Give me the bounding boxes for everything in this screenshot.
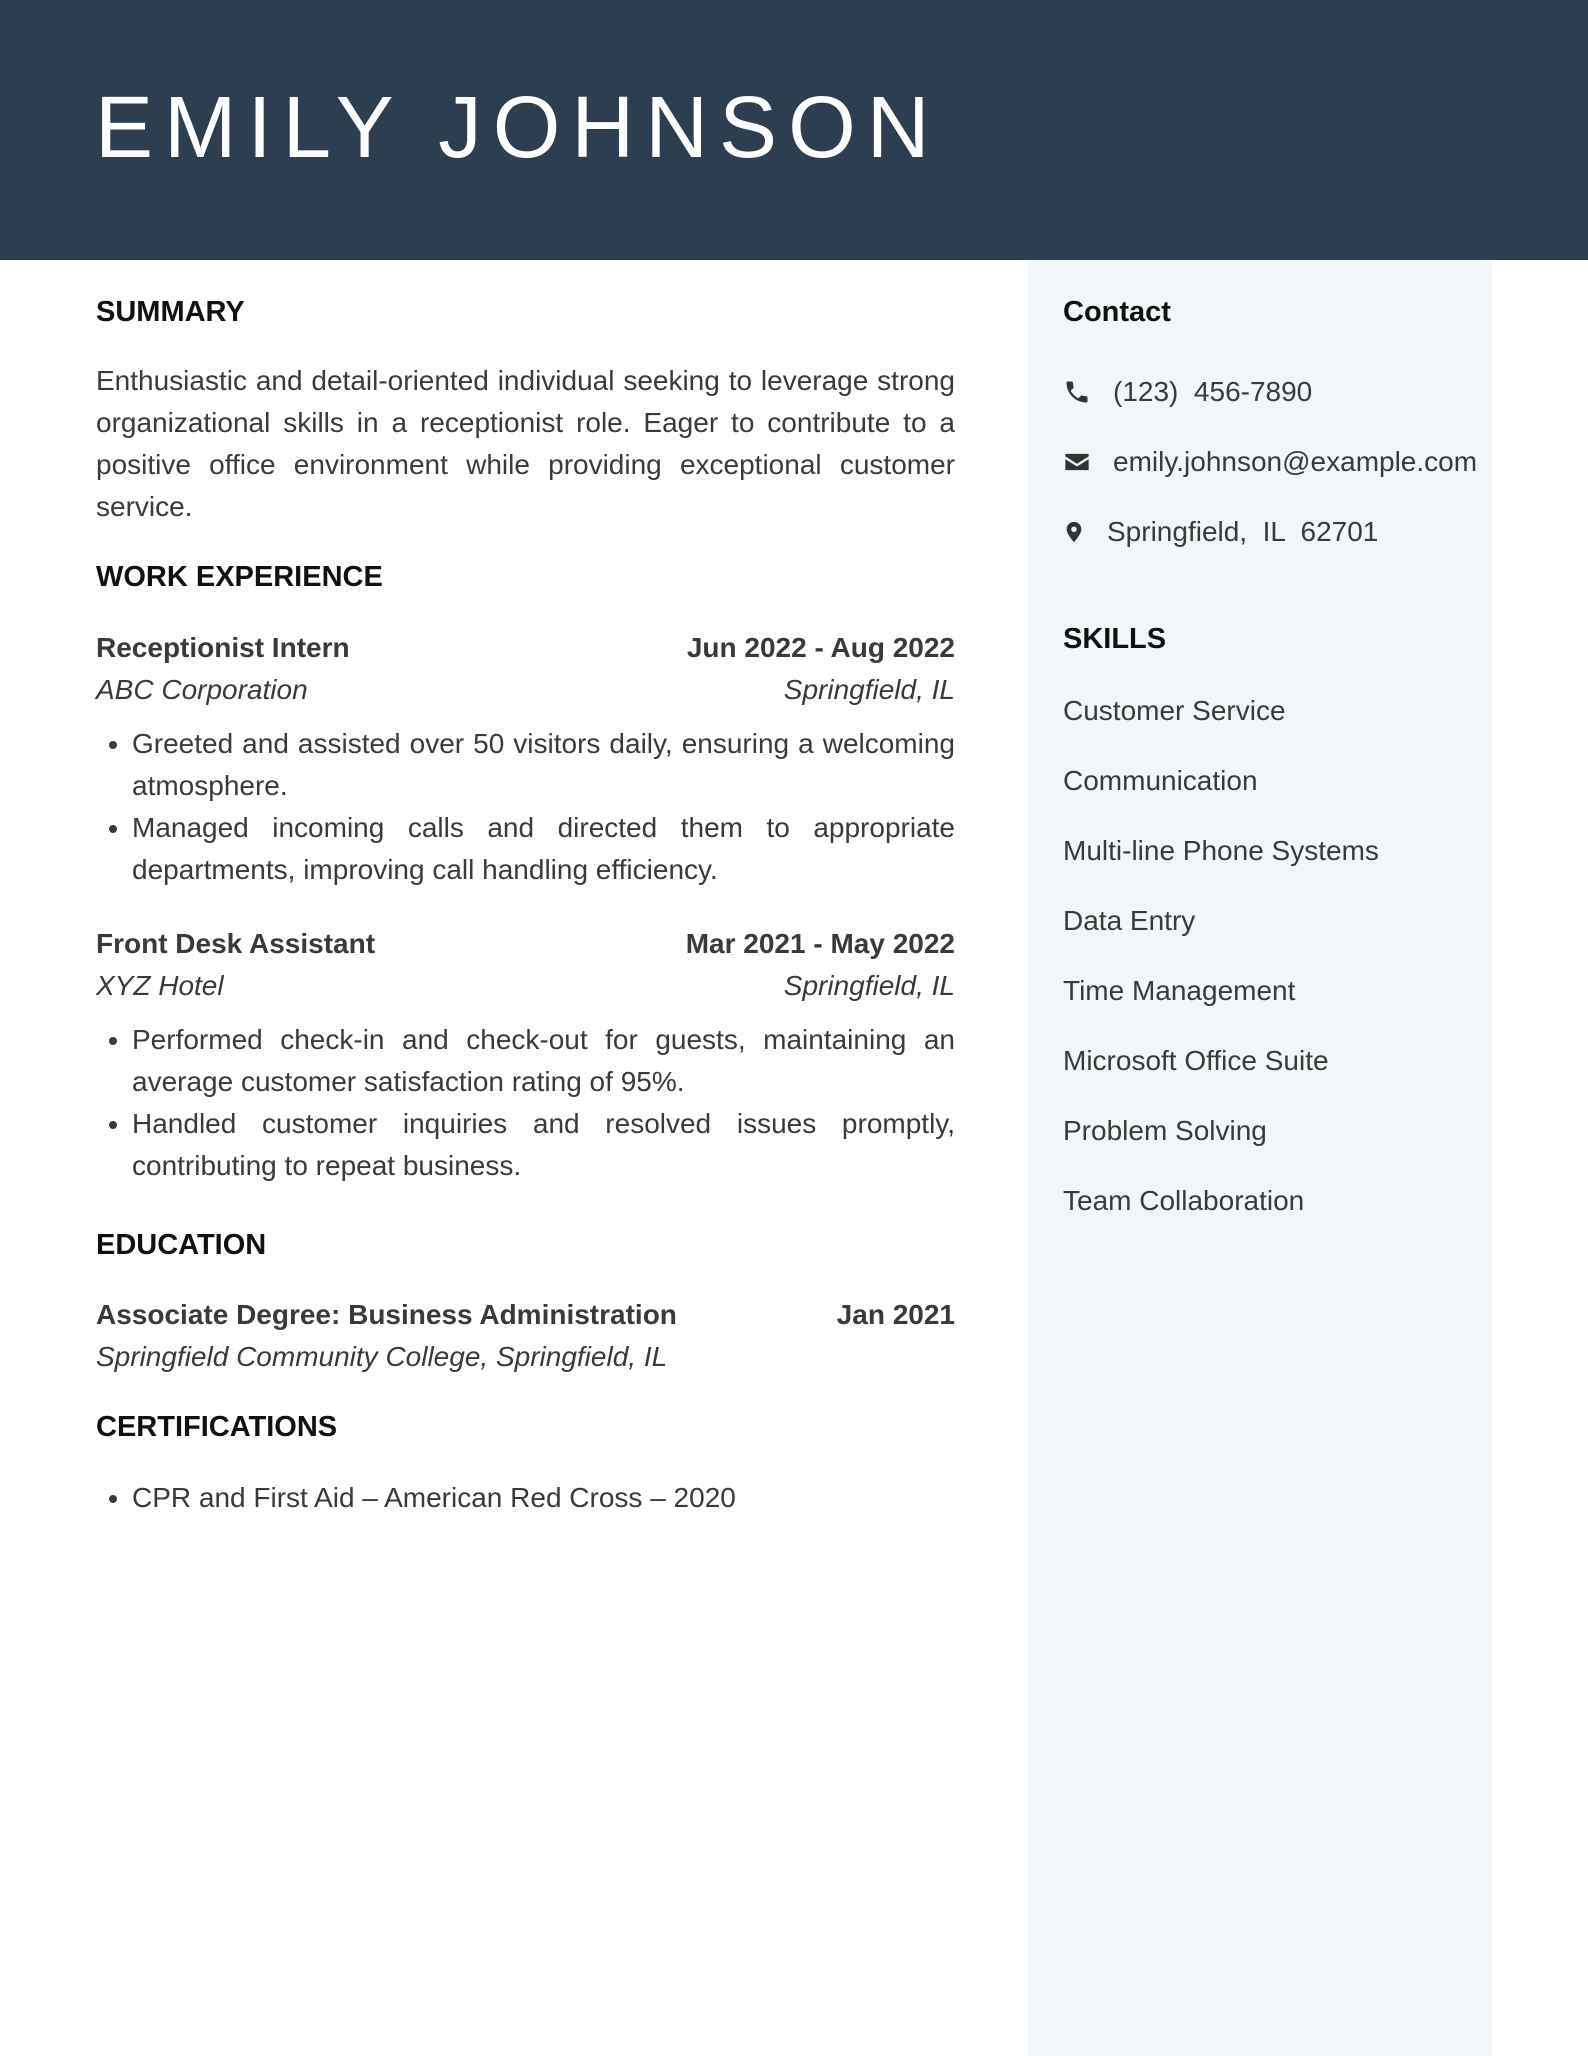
school: Springfield Community College, Springfield, IL: [96, 1341, 668, 1372]
education-row: [96, 1294, 955, 1336]
location-text: Springfield, IL 62701: [1107, 516, 1379, 547]
job-location: Springfield, IL: [783, 674, 955, 705]
skill-item: Customer Service: [1063, 695, 1286, 726]
degree: Associate Degree: Business Administration: [96, 1299, 677, 1330]
contact-heading: Contact: [1063, 296, 1171, 328]
job-bullet: • Greeted and assisted over 50 visitors daily, ensuring a welcoming atmosphere.: [132, 723, 955, 807]
education-heading: EDUCATION: [96, 1229, 267, 1261]
job-header-row: [96, 923, 955, 965]
phone-icon: [1063, 378, 1091, 406]
skill-item: Microsoft Office Suite: [1063, 1045, 1329, 1076]
job-bullet: • Performed check-in and check-out for guests, maintaining an average customer satisfaction rating of 95%.: [132, 1019, 955, 1103]
email-address[interactable]: emily.johnson@example.com: [1113, 446, 1478, 477]
job-org-row: [96, 965, 955, 1007]
skill-item: Team Collaboration: [1063, 1185, 1305, 1216]
job-dates: Jun 2022 - Aug 2022: [686, 632, 955, 663]
school-row: [96, 1336, 955, 1378]
job-bullets: [96, 1019, 955, 1187]
education-entry: [96, 1294, 955, 1378]
job-bullets: [96, 723, 955, 891]
certifications-heading: CERTIFICATIONS: [96, 1411, 338, 1443]
skill-item: Data Entry: [1063, 905, 1196, 936]
job-entry: [96, 627, 955, 891]
skill-item: Multi-line Phone Systems: [1063, 835, 1379, 866]
skill-item: Problem Solving: [1063, 1115, 1267, 1146]
job-entry: [96, 923, 955, 1187]
summary-text: Enthusiastic and detail-oriented individual seeking to leverage strong organizational skills in a receptionist role. Eager to contribute to a positive office environment while providing exceptional customer service.: [96, 365, 955, 522]
candidate-name: EMILY JOHNSON: [95, 79, 941, 176]
map-pin-icon: [1063, 518, 1085, 546]
job-organization: ABC Corporation: [96, 674, 308, 705]
job-location: Springfield, IL: [783, 970, 955, 1001]
job-dates: Mar 2021 - May 2022: [685, 928, 955, 959]
contact-email: [1063, 443, 1477, 481]
skill-item: Communication: [1063, 765, 1258, 796]
phone-number[interactable]: (123) 456-7890: [1113, 376, 1313, 407]
job-title: Receptionist Intern: [96, 632, 350, 663]
job-bullet: • Managed incoming calls and directed them to appropriate departments, improving call handling efficiency.: [132, 807, 955, 891]
work-experience-heading: WORK EXPERIENCE: [96, 561, 383, 593]
skills-heading: SKILLS: [1063, 623, 1167, 655]
certifications-list: [96, 1477, 955, 1519]
certification-item: • CPR and First Aid – American Red Cross – 2020: [132, 1477, 955, 1519]
contact-phone: [1063, 373, 1312, 411]
job-header-row: [96, 627, 955, 669]
job-bullet: • Handled customer inquiries and resolved issues promptly, contributing to repeat business.: [132, 1103, 955, 1187]
contact-location: [1063, 513, 1378, 551]
summary-heading: SUMMARY: [96, 296, 245, 328]
graduation-date: Jan 2021: [836, 1299, 955, 1330]
job-org-row: [96, 669, 955, 711]
job-title: Front Desk Assistant: [96, 928, 376, 959]
skill-item: Time Management: [1063, 975, 1296, 1006]
header-banner: [0, 0, 1588, 260]
job-organization: XYZ Hotel: [96, 970, 224, 1001]
envelope-icon: [1063, 448, 1091, 476]
